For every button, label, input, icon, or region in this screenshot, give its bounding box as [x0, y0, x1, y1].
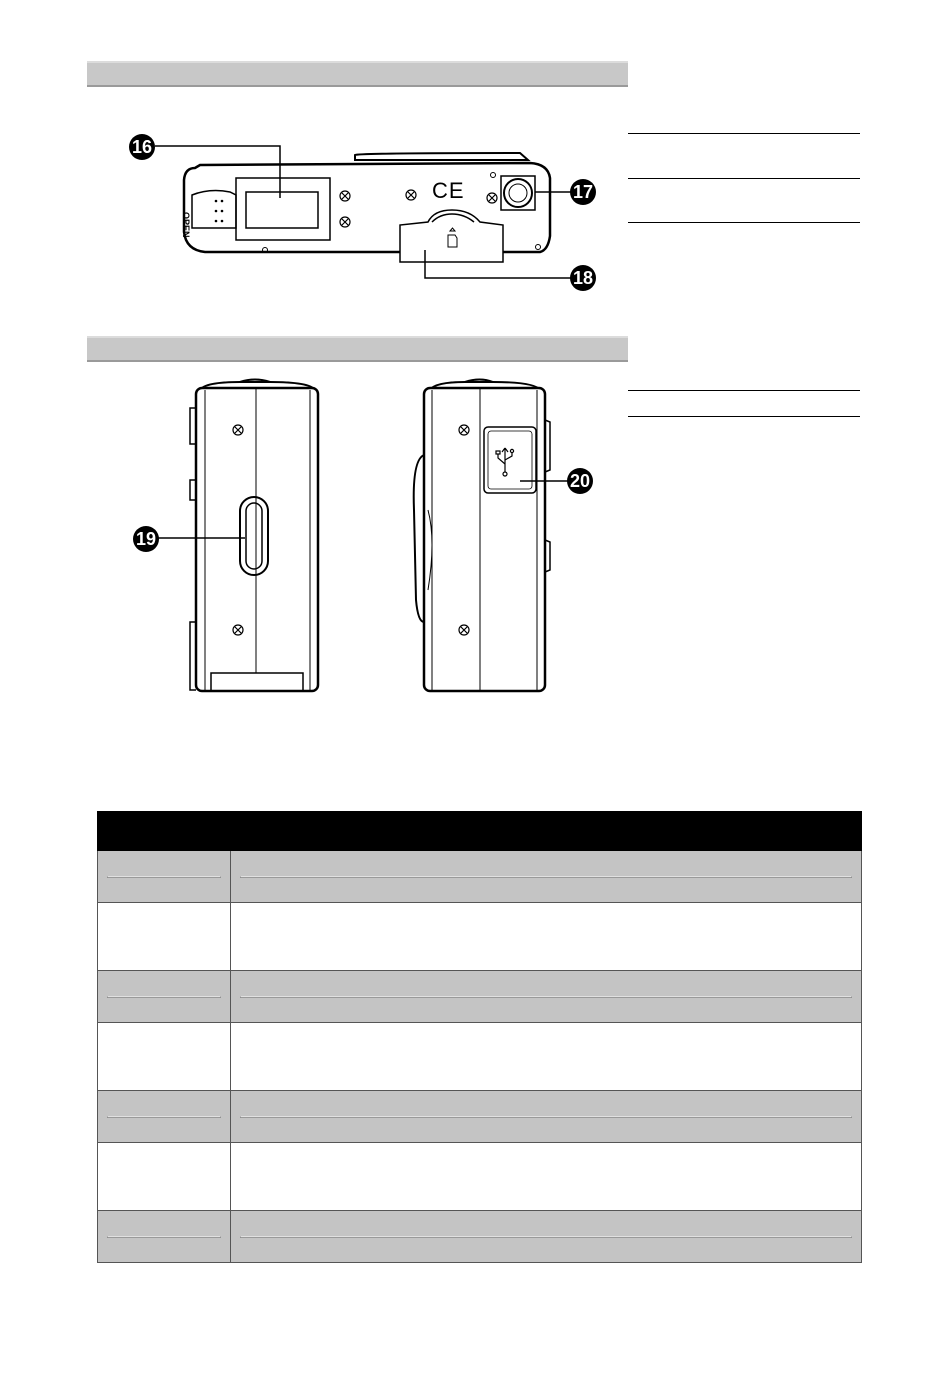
table-cell [231, 1091, 862, 1143]
rule-line [628, 133, 860, 134]
table-row [98, 851, 862, 903]
open-label: OPEN [181, 212, 191, 238]
section-bar-side-view [87, 336, 628, 362]
table-cell [231, 1211, 862, 1263]
table-cell [98, 1211, 231, 1263]
callout-17: 17 [570, 179, 596, 205]
table-cell [231, 903, 862, 971]
table-header-cell [98, 812, 231, 851]
table-cell [98, 903, 231, 971]
table-cell [98, 971, 231, 1023]
table-row [98, 1091, 862, 1143]
table-cell [231, 1143, 862, 1211]
callout-16: 16 [129, 134, 155, 160]
table-row [98, 1023, 862, 1091]
table-cell [231, 971, 862, 1023]
table-row [98, 971, 862, 1023]
table-header-cell [231, 812, 862, 851]
rule-line [628, 222, 860, 223]
table-row [98, 1143, 862, 1211]
table-row [98, 903, 862, 971]
ce-mark: CE [432, 178, 465, 203]
rule-line [628, 178, 860, 179]
table-cell [98, 1143, 231, 1211]
callout-19: 19 [133, 526, 159, 552]
table-cell [98, 1091, 231, 1143]
table-cell [98, 1023, 231, 1091]
table-cell [98, 851, 231, 903]
callout-20: 20 [567, 468, 593, 494]
table-header-row [98, 812, 862, 851]
callout-18: 18 [570, 265, 596, 291]
table-row [98, 1211, 862, 1263]
table-cell [231, 1023, 862, 1091]
parts-table [97, 811, 862, 1263]
camera-bottom-view [0, 0, 950, 330]
table-cell [231, 851, 862, 903]
